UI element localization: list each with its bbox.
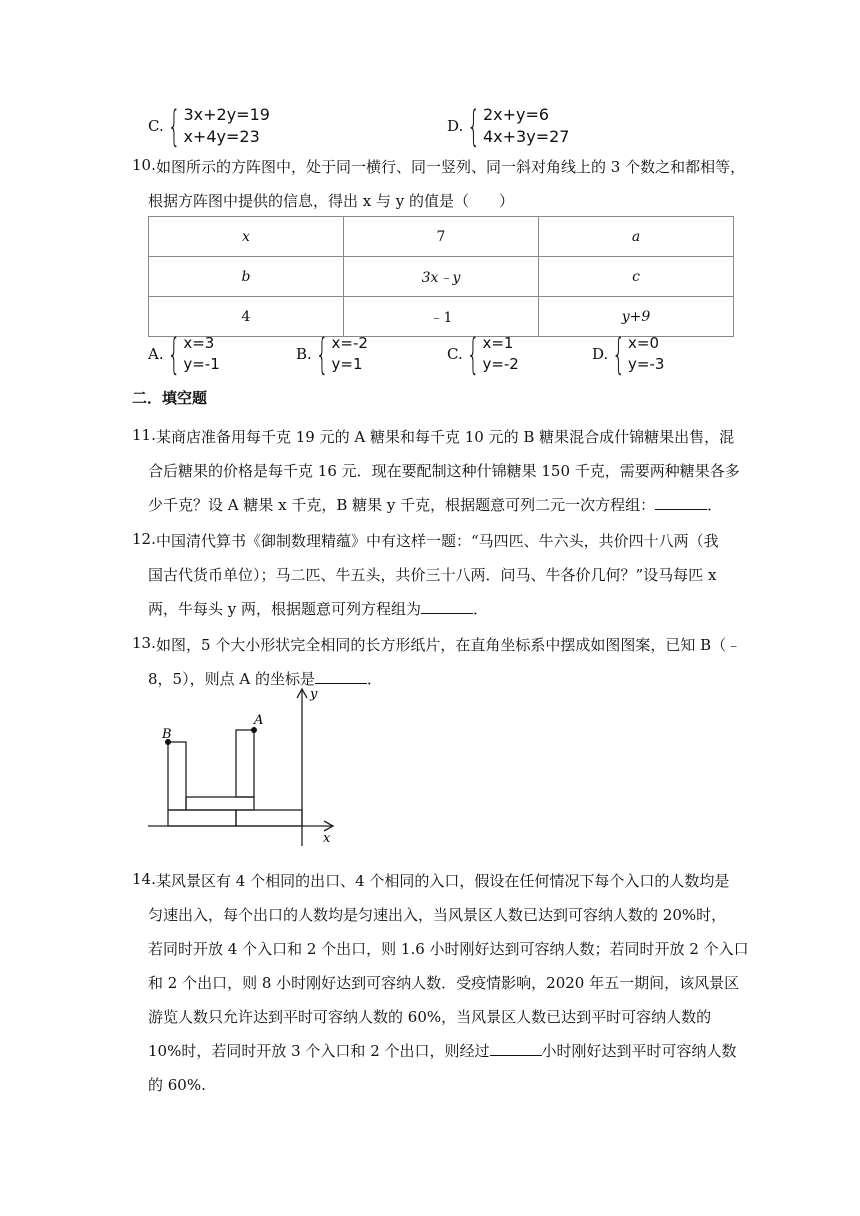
question-text: 匀速出入，每个出口的人数均是匀速出入，当风景区人数已达到可容纳人数的 20%时， <box>148 906 727 924</box>
rect-left-vertical <box>168 742 186 810</box>
brace-icon: { <box>466 328 480 380</box>
rect-bottom-right <box>236 810 302 826</box>
punctuation: ． <box>473 600 489 618</box>
rect-bottom-left <box>168 810 236 826</box>
coordinate-figure <box>140 684 340 850</box>
equation: x+4y=23 <box>183 127 260 146</box>
question-text: 游览人数只允许达到平时可容纳人数的 60%，当风景区人数已达到平时可容纳人数的 <box>148 1008 712 1026</box>
question-text: 小时刚好达到平时可容纳人数 <box>541 1042 737 1060</box>
brace-icon: { <box>167 328 181 380</box>
question-text: 8，5），则点 A 的坐标是 <box>148 670 315 688</box>
option-label: A. <box>148 345 164 363</box>
question-text: 合后糖果的价格是每千克 16 元．现在要配制这种什锦糖果 150 千克，需要两种糖果各多 <box>148 462 740 480</box>
q10-option-d[interactable] <box>592 328 665 380</box>
question-text: 和 2 个出口，则 8 小时刚好达到可容纳人数．受疫情影响，2020 年五一期间，该风景区 <box>148 974 740 992</box>
table-cell: y+9 <box>539 297 734 337</box>
brace-icon: { <box>167 100 181 152</box>
answer-blank[interactable] <box>490 1041 542 1056</box>
question-number: 12. <box>132 530 156 548</box>
question-text: 某风景区有 4 个相同的出口、4 个相同的入口，假设在任何情况下每个入口的人数均是 <box>156 872 730 890</box>
question-text: 的 60%. <box>148 1076 206 1094</box>
brace-icon: { <box>467 100 480 152</box>
brace-icon: { <box>612 328 625 380</box>
question-text: 某商店准备用每千克 19 元的 A 糖果和每千克 10 元的 B 糖果混合成什锦糖果出售，混 <box>156 428 735 446</box>
rect-middle <box>186 797 254 810</box>
equation: x=-2 <box>331 334 368 352</box>
question-number: 10. <box>132 156 156 174</box>
option-label: D. <box>447 117 464 135</box>
option-label: C. <box>447 345 463 363</box>
equation: 4x+3y=27 <box>483 127 570 146</box>
question-number: 11. <box>132 426 156 444</box>
magic-square-table <box>148 216 734 337</box>
punctuation: ． <box>707 496 723 514</box>
equation: x=1 <box>482 334 514 352</box>
answer-blank[interactable] <box>315 669 367 684</box>
question-text: 少千克？设 A 糖果 x 千克，B 糖果 y 千克，根据题意可列二元一次方程组： <box>148 496 656 514</box>
equation: y=1 <box>331 355 363 373</box>
table-cell: ﹣1 <box>344 297 539 337</box>
y-axis-label: y <box>310 687 318 702</box>
punctuation: ． <box>366 670 382 688</box>
question-number: 14. <box>132 870 156 888</box>
option-label: B. <box>296 345 312 363</box>
section-title: 二．填空题 <box>132 389 208 407</box>
table-cell: b <box>149 257 344 297</box>
table-cell: 4 <box>149 297 344 337</box>
table-row <box>149 257 734 297</box>
point-a-label: A <box>254 713 264 728</box>
question-text: 如图，5 个大小形状完全相同的长方形纸片，在直角坐标系中摆成如图图案，已知 B（﹣ <box>156 636 742 654</box>
question-text: 两，牛每头 y 两，根据题意可列方程组为 <box>148 600 422 618</box>
question-number: 13. <box>132 634 156 652</box>
brace-icon: { <box>315 328 329 380</box>
question-text: 国古代货币单位）；马二匹、牛五头，共价三十八两．问马、牛各价几何？”设马每匹 x <box>148 566 717 584</box>
question-text: 根据方阵图中提供的信息，得出 x 与 y 的值是（ ） <box>148 192 515 210</box>
table-cell: c <box>539 257 734 297</box>
option-label: C. <box>148 117 164 135</box>
q10-option-a[interactable] <box>148 328 220 380</box>
equation: y=-2 <box>482 355 519 373</box>
table-row <box>149 217 734 257</box>
answer-blank[interactable] <box>421 599 473 614</box>
equation: x=0 <box>628 334 659 352</box>
point-b-label: B <box>162 727 172 742</box>
rect-right-vertical <box>236 730 254 797</box>
equation: 3x+2y=19 <box>183 105 270 124</box>
question-text: 若同时开放 4 个入口和 2 个出口，则 1.6 小时刚好达到可容纳人数；若同时开放 2 个入口 <box>148 940 749 958</box>
answer-blank[interactable] <box>655 495 707 510</box>
q10-option-c[interactable] <box>447 328 519 380</box>
option-label: D. <box>592 345 609 363</box>
question-text: 如图所示的方阵图中，处于同一横行、同一竖列、同一斜对角线上的 3 个数之和都相等， <box>156 158 746 176</box>
table-cell: 7 <box>344 217 539 257</box>
q10-option-b[interactable] <box>296 328 368 380</box>
table-row <box>149 297 734 337</box>
equation: x=3 <box>183 334 215 352</box>
table-cell: x <box>149 217 344 257</box>
x-axis-label: x <box>323 831 331 846</box>
table-cell: 3x﹣y <box>344 257 539 297</box>
equation: y=-1 <box>183 355 220 373</box>
equation: 2x+y=6 <box>483 105 550 124</box>
table-cell: a <box>539 217 734 257</box>
question-text: 10%时，若同时开放 3 个入口和 2 个出口，则经过 <box>148 1042 490 1060</box>
q9-option-d[interactable] <box>447 100 570 152</box>
equation: y=-3 <box>628 355 665 373</box>
q9-option-c[interactable] <box>148 100 270 152</box>
question-text: 中国清代算书《御制数理精蕴》中有这样一题：“马四匹、牛六头，共价四十八两（我 <box>156 532 719 550</box>
